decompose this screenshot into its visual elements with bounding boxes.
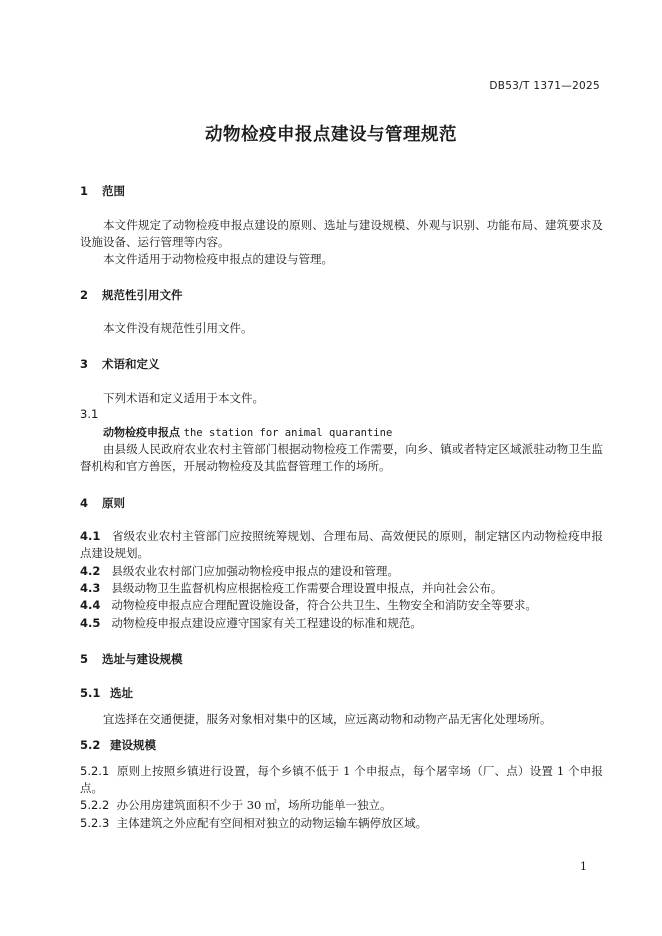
clause-5-2-2 bbox=[80, 797, 392, 814]
clause-text: 原则上按照乡镇进行设置，每个乡镇不低于 1 个申报点，每个屠宰场（厂、点）设置 1 个申报点。 bbox=[80, 764, 603, 795]
clause-4-5 bbox=[80, 615, 422, 632]
section-5-1-heading bbox=[80, 685, 133, 701]
document-title: 动物检疫申报点建设与管理规范 bbox=[205, 125, 457, 145]
clause-text: 省级农业农村主管部门应按照统筹规划、合理布局、高效便民的原则，制定辖区内动物检疫申报点建设规划。 bbox=[80, 529, 603, 560]
section-1-paragraph-1: 本文件规定了动物检疫申报点建设的原则、选址与建设规模、外观与识别、功能布局、建筑要求及设施设备、运行管理等内容。 bbox=[80, 218, 603, 249]
section-5-2-title: 建设规模 bbox=[110, 738, 156, 752]
clause-text: 县级农业农村部门应加强动物检疫申报点的建设和管理。 bbox=[111, 564, 399, 578]
section-1-paragraph-2: 本文件适用于动物检疫申报点的建设与管理。 bbox=[103, 252, 333, 266]
section-3-heading bbox=[80, 356, 160, 372]
section-4-number: 4 bbox=[80, 496, 89, 510]
clause-number: 5.2.2 bbox=[80, 798, 110, 812]
section-2-heading bbox=[80, 287, 183, 303]
clause-number: 5.2.3 bbox=[80, 816, 110, 830]
section-1-heading bbox=[80, 183, 125, 199]
section-3-number: 3 bbox=[80, 357, 89, 371]
clause-4-3 bbox=[80, 580, 502, 597]
clause-number: 5.2.1 bbox=[80, 764, 110, 778]
clause-number: 4.4 bbox=[80, 598, 101, 612]
clause-5-2-3 bbox=[80, 815, 427, 832]
term-english: the station for animal quarantine bbox=[183, 427, 393, 439]
term-number: 3.1 bbox=[80, 407, 99, 421]
section-2-paragraph-1: 本文件没有规范性引用文件。 bbox=[103, 321, 253, 335]
section-4-title: 原则 bbox=[102, 496, 125, 510]
clause-4-4 bbox=[80, 597, 537, 614]
clause-number: 4.3 bbox=[80, 581, 101, 595]
clause-text: 主体建筑之外应配有空间相对独立的动物运输车辆停放区域。 bbox=[116, 816, 428, 830]
section-5-heading bbox=[80, 651, 183, 667]
section-5-1-paragraph: 宜选择在交通便捷，服务对象相对集中的区域，应远离动物和动物产品无害化处理场所。 bbox=[103, 712, 552, 726]
section-5-title: 选址与建设规模 bbox=[102, 652, 183, 666]
section-2-title: 规范性引用文件 bbox=[102, 288, 183, 302]
clause-number: 4.5 bbox=[80, 616, 101, 630]
clause-text: 县级动物卫生监督机构应根据检疫工作需要合理设置申报点，并向社会公布。 bbox=[111, 581, 503, 595]
term-definition: 由县级人民政府农业农村主管部门根据动物检疫工作需要，向乡、镇或者特定区域派驻动物卫生监督机构和官方兽医，开展动物检疫及其监督管理工作的场所。 bbox=[80, 442, 603, 473]
clause-number: 4.2 bbox=[80, 564, 101, 578]
section-5-number: 5 bbox=[80, 652, 89, 666]
standard-code: DB53/T 1371—2025 bbox=[489, 80, 600, 92]
section-3-title: 术语和定义 bbox=[102, 357, 160, 371]
clause-5-2-1 bbox=[80, 763, 603, 797]
section-4-heading bbox=[80, 495, 125, 511]
section-1-title: 范围 bbox=[102, 184, 125, 198]
clause-text: 办公用房建筑面积不少于 30 ㎡，场所功能单一独立。 bbox=[116, 798, 392, 812]
section-5-1-title: 选址 bbox=[110, 686, 133, 700]
clause-4-1 bbox=[80, 528, 603, 562]
section-5-2-number: 5.2 bbox=[80, 738, 101, 752]
clause-number: 4.1 bbox=[80, 529, 101, 543]
section-2-number: 2 bbox=[80, 288, 89, 302]
page-number: 1 bbox=[580, 860, 587, 873]
term-chinese: 动物检疫申报点 bbox=[103, 426, 180, 439]
section-5-2-heading bbox=[80, 737, 156, 753]
section-1-number: 1 bbox=[80, 184, 89, 198]
clause-text: 动物检疫申报点应合理配置设施设备，符合公共卫生、生物安全和消防安全等要求。 bbox=[111, 598, 537, 612]
section-3-paragraph-1: 下列术语和定义适用于本文件。 bbox=[103, 391, 264, 405]
clause-text: 动物检疫申报点建设应遵守国家有关工程建设的标准和规范。 bbox=[111, 616, 422, 630]
clause-4-2 bbox=[80, 563, 399, 580]
section-5-1-number: 5.1 bbox=[80, 686, 101, 700]
term-entry bbox=[103, 424, 392, 442]
